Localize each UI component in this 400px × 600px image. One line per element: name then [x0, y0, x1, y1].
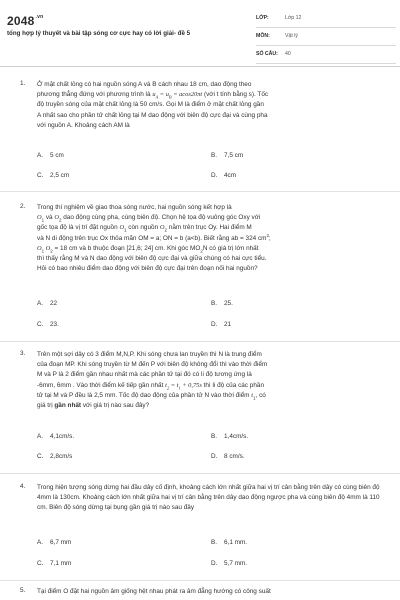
option-a[interactable]: A. 22: [37, 300, 58, 307]
option-a[interactable]: A. 6,7 mm: [37, 539, 72, 546]
question-text: [37, 203, 389, 274]
question-line: độ truyền sóng của mặt chất lỏng là 50 cm/s. Gọi M là điểm ở mặt chất lỏng gần: [37, 101, 264, 109]
question-text: Trong hiện tượng sóng dừng hai đầu dây cố định, khoảng cách lớn nhất giữa hai vị trí cân bằng trên dây có cùng biên độ 4mm là 130cm. Khoảng cách lớn nhất giữa hai vị trí cân bằng trên dây dao động ngược pha và cùng biên độ 4mm là 110 cm. Biên độ sóng dừng tại bụng gần giá trị nào sau đây: [37, 484, 380, 512]
question-text: Tại điểm O đặt hai nguồn âm giống hệt nhau phát ra âm đẳng hướng có công suất: [37, 588, 271, 595]
question-text: [37, 80, 389, 131]
question-divider: [0, 341, 400, 342]
option-a[interactable]: A. 5 cm: [37, 152, 64, 159]
question-number: 4.: [20, 483, 26, 490]
question-line: Trong thí nghiệm về giao thoa sóng nước, hai nguồn sóng kết hợp là: [37, 204, 232, 211]
equation: $t_2 = t_1 + 0,75s$: [165, 381, 202, 390]
subject-value: Vật lý: [285, 33, 298, 39]
site-logo[interactable]: [7, 14, 43, 28]
question-divider: [0, 473, 400, 474]
option-a[interactable]: A. 4,1cm/s.: [37, 433, 75, 440]
option-b[interactable]: B. 6,1 mm.: [211, 539, 248, 546]
question-divider: [0, 191, 400, 192]
option-c[interactable]: C. 23.: [37, 321, 59, 328]
question-line: A nhất sao cho phần tử chất lỏng tại M dao động với biên độ cực đại và cùng pha: [37, 111, 268, 119]
document-title: tổng hợp lý thuyết và bài tập sóng cơ cực hay có lời giải- đề 5: [7, 30, 191, 37]
logo-text: 2048: [7, 14, 35, 28]
option-d[interactable]: D. 21: [211, 321, 232, 328]
count-label: SỐ CÂU:: [256, 51, 278, 57]
grade-value: Lớp 12: [285, 15, 302, 21]
question-number: 1.: [20, 80, 26, 87]
question-line: và N di động trên trục Ox thỏa mãn OM = a; ON = b (a<b). Biết rằng ab = 324 $cm^2$;: [37, 232, 271, 242]
question-line: giá trị gần nhất với giá trị nào sau đây?: [37, 402, 150, 410]
question-line: tử tại M và P đều là 2,5 mm. Tốc độ dao động của phần tử N vào thời điểm $t_1$, có: [37, 391, 266, 401]
question-number: 5.: [20, 587, 26, 594]
meta-grade-row: [256, 13, 396, 28]
question-line: Trên một sợi dây có 3 điểm M,N,P. Khi sóng chưa lan truyền thì N là trung điểm: [37, 351, 262, 358]
question-line: với nguồn A. Khoảng cách AM là: [37, 121, 130, 129]
meta-count-row: [256, 49, 396, 64]
count-value: 40: [285, 51, 291, 57]
document-meta: [256, 13, 396, 67]
question-line: của đoạn MP. Khi sóng truyền từ M đến P với biên độ không đổi thì vào thời điểm: [37, 361, 268, 369]
logo-suffix: .vn: [35, 14, 44, 20]
question-number: 3.: [20, 350, 26, 357]
option-c[interactable]: C. 7,1 mm: [37, 560, 72, 567]
option-c[interactable]: C. 2,8cm/s: [37, 453, 73, 460]
option-d[interactable]: D. 8 cm/s.: [211, 453, 245, 460]
question-line: M và P là 2 điểm gần nhau nhất mà các phần tử tại đó có li độ tương ứng là: [37, 371, 252, 379]
question-divider: [0, 580, 400, 581]
header-divider: [0, 66, 400, 67]
question-line: thì thấy rằng M và N dao động với biên độ cực đại và giữa chúng có hai cực tiểu.: [37, 255, 267, 263]
question-number: 2.: [20, 203, 26, 210]
question-line: Ở mặt chất lỏng có hai nguồn sóng A và B cách nhau 18 cm, dao động theo: [37, 81, 252, 88]
subject-label: MÔN:: [256, 33, 270, 39]
grade-label: LỚP:: [256, 15, 269, 21]
question-line: $O_1$ $O_2 = 18$ cm và b thuộc đoạn [21,6; 24] cm. Khi góc $MO_2N$ có giá trị lớn nhất: [37, 244, 259, 254]
option-c[interactable]: C. 2,5 cm: [37, 172, 70, 179]
document-header: [0, 0, 400, 62]
option-b[interactable]: B. 25.: [211, 300, 233, 307]
option-b[interactable]: B. 1,4cm/s.: [211, 433, 249, 440]
question-line: -6mm, 6mm . Vào thời điểm kế tiếp gần nhất $t_2 = t_1 + 0,75s$ thì li độ của các phần: [37, 381, 264, 390]
question-line: phương thẳng đứng với phương trình là $u_A = u_B = acos20\pi t$ (với t tính bằng s). Tốc: [37, 91, 269, 100]
option-d[interactable]: D. 4cm: [211, 172, 237, 179]
option-d[interactable]: D. 5,7 mm.: [211, 560, 248, 567]
equation: $u_A = u_B = acos20\pi t$: [152, 91, 203, 100]
question-line: Hỏi có bao nhiêu điểm dao động với biên độ cực đại trên đoạn nối hai nguồn?: [37, 265, 258, 273]
question-text: [37, 350, 389, 411]
meta-subject-row: [256, 31, 396, 46]
question-line: gốc tọa độ là vị trí đặt nguồn $O_1$ còn nguồn $O_2$ nằm trên trục Oy. Hai điểm M: [37, 224, 252, 233]
question-line: $O_1$ và $O_2$ dao động cùng pha, cùng biên độ. Chọn hệ tọa độ vuông góc Oxy với: [37, 214, 261, 223]
option-b[interactable]: B. 7,5 cm: [211, 152, 244, 159]
